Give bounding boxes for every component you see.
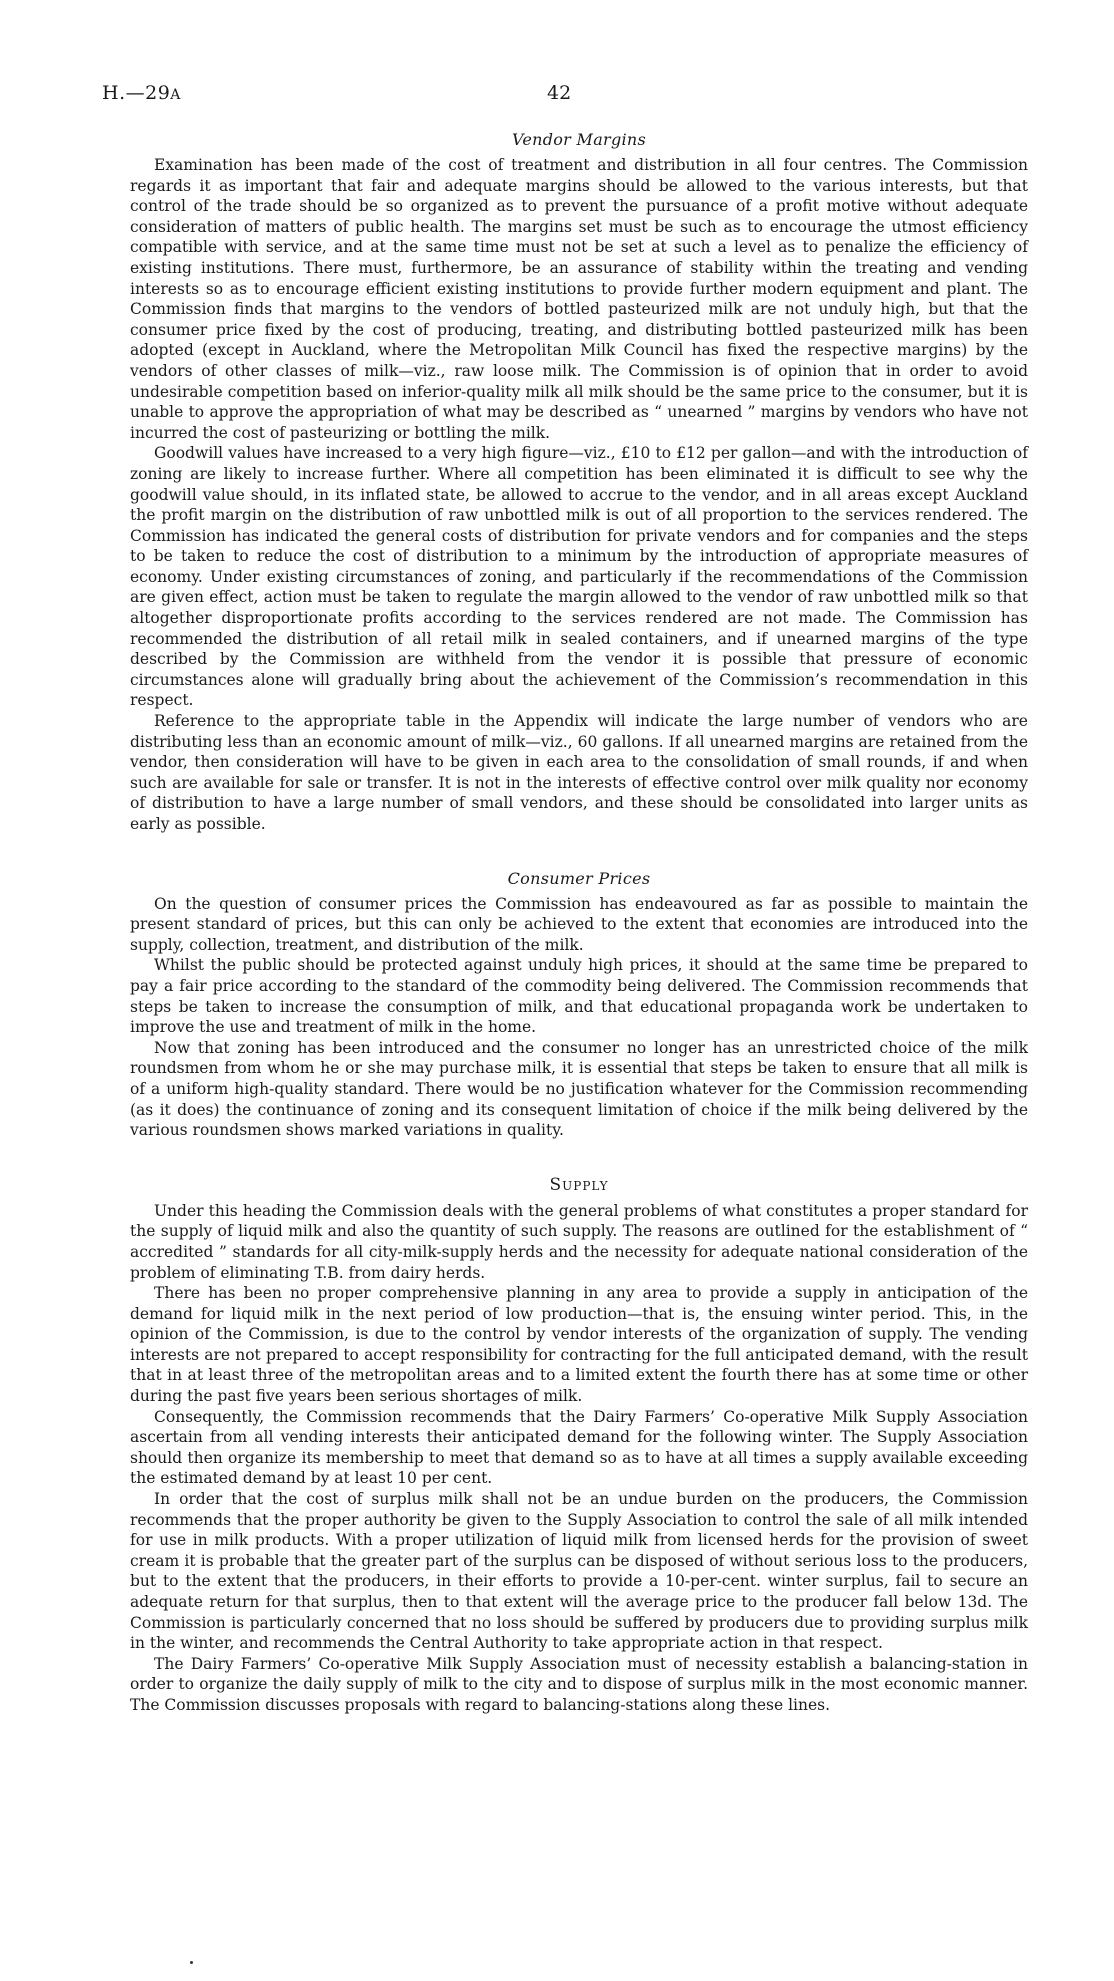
paragraph: Whilst the public should be protected against unduly high prices, it should at the same time be prepared to pay a fair price according to the standard of the commodity being delivered. The Commission recommends that steps be taken to increase the consumption of milk, and that educational propaganda work be undertaken to improve the use and treatment of milk in the home. [130,956,1028,1037]
paragraph: On the question of consumer prices the Commission has endeavoured as far as possible to maintain the present standard of prices, but this can only be achieved to the extent that economies are introduced into the supply, collection, treatment, and distribution of the milk. [130,894,1028,954]
section-heading: Vendor Margins [511,130,647,149]
paragraph: Under this heading the Commission deals with the general problems of what constitutes a proper standard for the supply of liquid milk and also the quantity of such supply. The reasons are outlined for the establishment of “ accredited ” standards for all city-milk-supply herds and the necessity for adequate national consideration of the problem of eliminating T.B. from dairy herds. [130,1201,1028,1282]
paragraph: There has been no proper comprehensive planning in any area to provide a supply in anticipation of the demand for liquid milk in the next period of low production—that is, the ensuing winter period. This, in the opinion of the Commission, is due to the control by vendor interests of the organization of supply. The vending interests are not prepared to accept responsibility for contracting for the full anticipated demand, with the result that in at least three of the metropolitan areas and to a limited extent the fourth there has at some time or other during the past five years been serious shortages of milk. [130,1284,1028,1406]
scan-speck [190,1961,193,1964]
paragraph: Reference to the appropriate table in the Appendix will indicate the large number of vendors who are distributing less than an economic amount of milk—viz., 60 gallons. If all unearned margins are retained from the vendor, then consideration will have to be given in each area to the consolidation of small rounds, if and when such are available for sale or transfer. It is not in the interests of effective control over milk quality nor economy of distribution to have a large number of small vendors, and these should be consolidated into larger units as early as possible. [130,712,1028,833]
section-heading: Supply [549,1174,609,1195]
paragraph: Goodwill values have increased to a very high figure—viz., £10 to £12 per gallon—and with the introduction of zoning are likely to increase further. Where all competition has been eliminated it is difficult to see why the goodwill value should, in its inflated state, be allowed to accrue to the vendor, and in all areas except Auckland the profit margin on the distribution of raw unbottled milk is out of all proportion to the services rendered. The Commission has indicated the general costs of distribution for private vendors and for companies and the steps to be taken to reduce the cost of distribution to a minimum by the introduction of appropriate measures of economy. Under existing circumstances of zoning, and particularly if the recommendations of the Commission are given effect, action must be taken to regulate the margin allowed to the vendor of raw unbottled milk so that altogether disproportionate profits according to the services rendered are not made. The Commission has recommended the distribution of all retail milk in sealed containers, and if unearned margins of the type described by the Commission are withheld from the vendor it is possible that pressure of economic circumstances alone will gradually bring about the achievement of the Commission’s recommendation in this respect. [130,444,1028,710]
paragraph: Consequently, the Commission recommends that the Dairy Farmers’ Co-operative Milk Supply Association ascertain from all vending interests their anticipated demand for the following winter. The Supply Association should then organize its membership to meet that demand so as to have at all times a supply available exceeding the estimated demand by at least 10 per cent. [130,1407,1028,1488]
section-vendor-margins [130,130,1028,835]
report-reference-prefix: H.—29 [102,82,171,104]
paragraph: In order that the cost of surplus milk shall not be an undue burden on the producers, the Commission recommends that the proper authority be given to the Supply Association to control the sale of all milk intended for use in milk products. With a proper utilization of liquid milk from licensed herds for the provision of sweet cream it is probable that the greater part of the surplus can be disposed of without serious loss to the producers, but to the extent that the producers, in their efforts to provide a 10-per-cent. winter surplus, fail to secure an adequate return for that surplus, then to that extent will the average price to the producer fall below 13d. The Commission is particularly concerned that no loss should be suffered by producers due to providing surplus milk in the winter, and recommends the Central Authority to take appropriate action in that respect. [130,1490,1028,1653]
section-consumer-prices [130,869,1028,1141]
section-heading: Consumer Prices [507,868,651,888]
section-supply [130,1175,1028,1716]
paragraph: The Dairy Farmers’ Co-operative Milk Supply Association must of necessity establish a balancing-station in order to organize the daily supply of milk to the city and to dispose of surplus milk in the most economic manner. The Commission discusses proposals with regard to balancing-stations along these lines. [130,1654,1028,1714]
report-reference-suffix: A [170,87,181,103]
body-text [130,130,1028,1716]
page-number: 42 [547,82,572,104]
paragraph: Now that zoning has been introduced and the consumer no longer has an unrestricted choice of the milk roundsmen from whom he or she may purchase milk, it is essential that steps be taken to ensure that all milk is of a uniform high-quality standard. There would be no justification whatever for the Commission recommending (as it does) the continuance of zoning and its consequent limitation of choice if the milk being delivered by the various roundsmen shows marked variations in quality. [130,1038,1028,1140]
paragraph: Examination has been made of the cost of treatment and distribution in all four centres. The Commission regards it as important that fair and adequate margins should be allowed to the various interests, but that control of the trade should be so organized as to prevent the pursuance of a profit motive without adequate consideration of matters of public health. The margins set must be such as to encourage the utmost efficiency compatible with service, and at the same time must not be set at such a level as to penalize the efficiency of existing institutions. There must, furthermore, be an assurance of stability within the treating and vending interests so as to encourage efficient existing institutions to provide further modern equipment and plant. The Commission finds that margins to the vendors of bottled pasteurized milk are not unduly high, but that the consumer price fixed by the cost of producing, treating, and distributing bottled pasteurized milk has been adopted (except in Auckland, where the Metropolitan Milk Council has fixed the respective margins) by the vendors of other classes of milk—viz., raw loose milk. The Commission is of opinion that in order to avoid undesirable competition based on inferior-quality milk all milk should be the same price to the consumer, but it is unable to approve the appropriation of what may be described as “ unearned ” margins by vendors who have not incurred the cost of pasteurizing or bottling the milk. [130,156,1028,442]
report-reference [102,82,181,104]
